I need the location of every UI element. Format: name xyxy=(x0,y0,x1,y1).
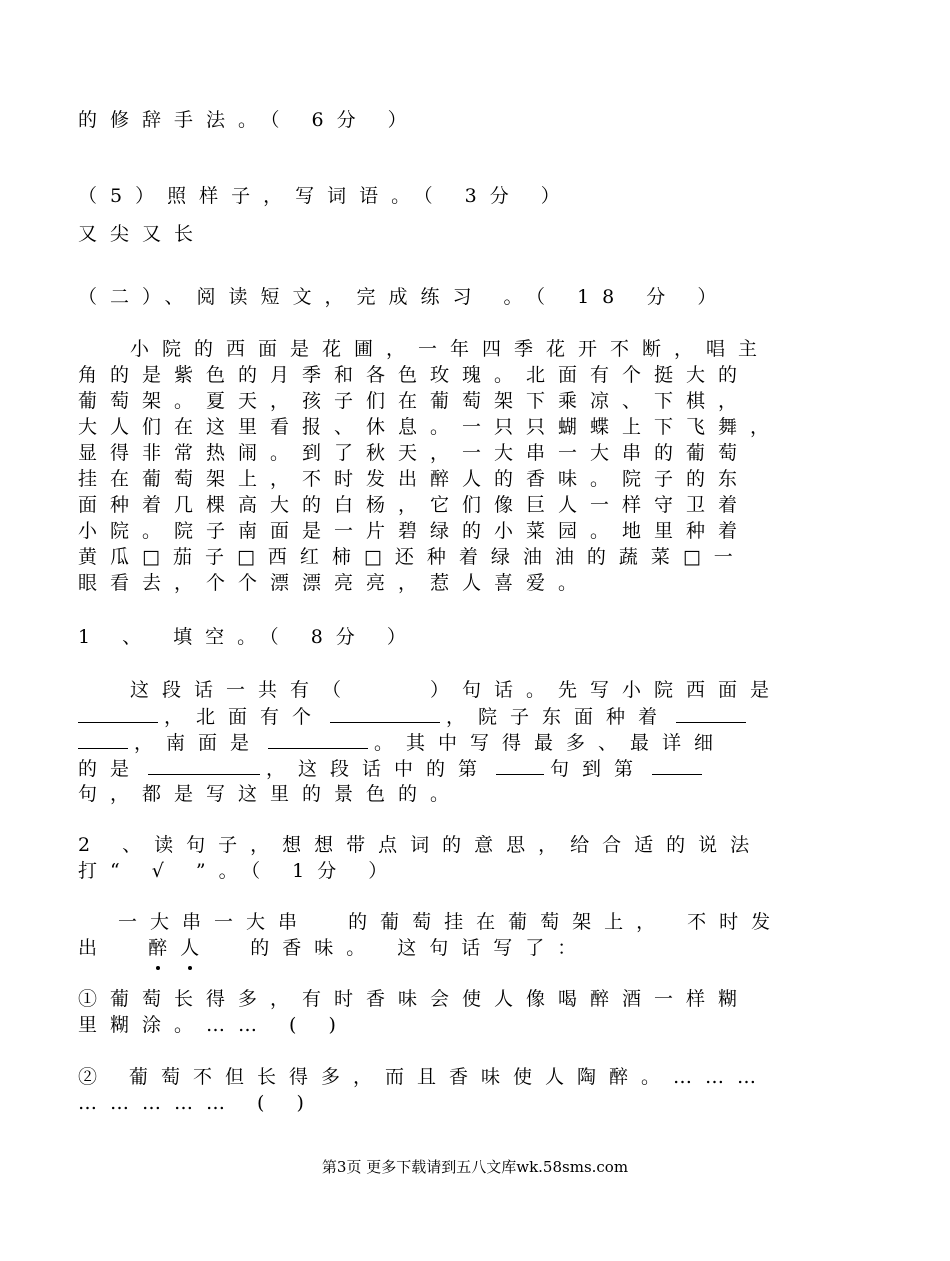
question-5-example: 又尖又长 xyxy=(78,223,207,245)
quoted-sentence xyxy=(118,910,898,934)
fill-text: ，这段话中的第 xyxy=(266,758,491,780)
dotted-word: 醉 xyxy=(148,937,181,959)
question-2: 打“ √ ”。（ 1分 ） xyxy=(78,860,401,882)
quoted-text: 一大串一大串 xyxy=(118,911,311,933)
question-2: 2 、读句子，想想带点词的意思，给合适的说法 xyxy=(78,834,763,856)
fill-text: 这段话一共有（ xyxy=(130,679,355,701)
answer-blank[interactable] xyxy=(330,704,440,723)
answer-blank[interactable] xyxy=(78,704,158,723)
option-1[interactable]: ①葡萄长得多，有时香味会使人像喝醉酒一样糊 xyxy=(78,988,751,1010)
passage-line: 眼看去，个个漂漂亮亮，惹人喜爱。 xyxy=(78,572,591,594)
question-5: （5）照样子，写词语。（ 3分 ） xyxy=(78,185,573,207)
question-1-title: 1 、 填空。（ 8分 ） xyxy=(78,626,419,648)
passage-line: 葡萄架。夏天，孩子们在葡萄架下乘凉、下棋， xyxy=(78,390,751,412)
fill-line xyxy=(78,678,858,702)
answer-blank[interactable] xyxy=(676,704,746,723)
option-2[interactable]: ② 葡萄不但长得多，而且香味使人陶醉。……… xyxy=(78,1066,770,1088)
fill-line xyxy=(78,730,858,755)
passage-line: 小院。院子南面是一片碧绿的小菜园。地里种着 xyxy=(78,520,751,542)
option-1: 里糊涂。…… ( ) xyxy=(78,1014,349,1036)
fill-line xyxy=(78,756,858,781)
answer-blank[interactable] xyxy=(268,730,368,749)
answer-blank[interactable] xyxy=(496,756,544,775)
fill-text: 。其中写得最多、最详细 xyxy=(374,732,727,754)
dotted-word: 人 xyxy=(180,937,213,959)
fill-line xyxy=(78,704,858,729)
passage-line: 小院的西面是花圃，一年四季花开不断，唱主 xyxy=(130,338,771,360)
passage-line: 黄瓜□茄子□西红柿□还种着绿油油的蔬菜□一 xyxy=(78,546,746,568)
answer-blank[interactable] xyxy=(652,756,702,775)
passage-line: 大人们在这里看报、休息。一只只蝴蝶上下飞舞， xyxy=(78,416,783,438)
quoted-sentence xyxy=(78,936,858,960)
passage-line: 显得非常热闹。到了秋天，一大串一大串的葡萄 xyxy=(78,442,751,464)
quoted-text: 出 xyxy=(78,937,111,959)
fill-line: 句，都是写这里的景色的。 xyxy=(78,783,463,805)
answer-blank[interactable] xyxy=(360,678,424,696)
fill-text: ，南面是 xyxy=(134,732,263,754)
section-2-title: （二）、阅读短文，完成练习 。（ 18 分 ） xyxy=(78,286,730,308)
passage-line: 面种着几棵高大的白杨，它们像巨人一样守卫着 xyxy=(78,494,751,516)
fill-text: ，北面有个 xyxy=(164,706,325,728)
passage-line: 挂在葡萄架上，不时发出醉人的香味。院子的东 xyxy=(78,468,751,490)
quoted-text: 的葡萄挂在葡萄架上， 不时发 xyxy=(348,911,784,933)
option-2: …………… ( ) xyxy=(78,1092,317,1114)
answer-blank[interactable] xyxy=(78,730,128,749)
passage-line: 角的是紫色的月季和各色玫瑰。北面有个挺大的 xyxy=(78,364,751,386)
fill-text: ）句话。先写小院西面是 xyxy=(430,679,783,701)
quoted-text: 的香味。 这句话写了： xyxy=(250,937,590,959)
text-line: 的修辞手法。（ 6分 ） xyxy=(78,109,420,131)
fill-text: ，院子东面种着 xyxy=(446,706,671,728)
fill-text: 句到第 xyxy=(550,758,647,780)
fill-text: 的是 xyxy=(78,758,143,780)
page-footer: 第3页 更多下载请到五八文库wk.58sms.com xyxy=(321,1158,629,1176)
answer-blank[interactable] xyxy=(148,756,260,775)
